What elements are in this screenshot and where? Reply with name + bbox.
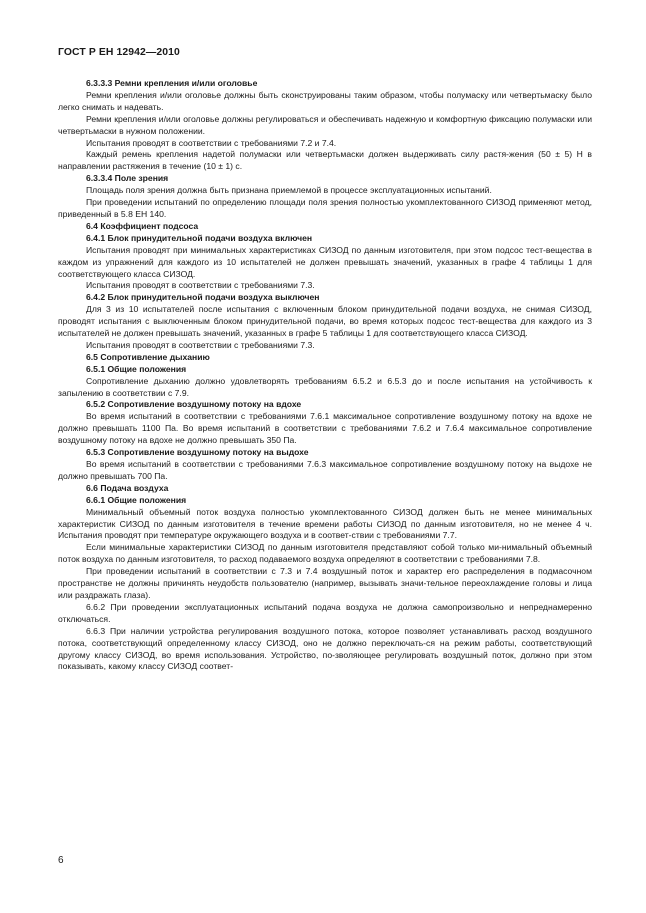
body-paragraph: Во время испытаний в соответствии с требованиями 7.6.3 максимальное сопротивление воздушному потоку на выдохе не должно превышать 700 Па.	[58, 459, 592, 481]
section-heading: 6.3.3.4 Поле зрения	[86, 173, 169, 184]
body-paragraph: Испытания проводят в соответствии с требованиями 7.3.	[86, 280, 315, 291]
body-paragraph: Испытания проводят в соответствии с требованиями 7.3.	[86, 339, 315, 350]
section-heading: 6.5.3 Сопротивление воздушному потоку на выдохе	[86, 447, 309, 458]
section-heading: 6.6.1 Общие положения	[86, 494, 187, 505]
body-paragraph: Во время испытаний в соответствии с требованиями 7.6.1 максимальное сопротивление воздушному потоку на вдохе не должно превышать 1100 Па. Во время испытаний в соответствии с требованиями 7.6.2 и 7.6.4 максимальное сопротивление воздушному потоку на вдохе не должно превышать 350 Па.	[58, 411, 592, 446]
body-paragraph: Минимальный объемный поток воздуха полностью укомплектованного СИЗОД должен быть не менее минимальных характеристик СИЗОД по данным изготовителя в течение времени работы СИЗОД по данным изготовителя, но не менее 4 ч. Испытания проводят при температуре окружающего воздуха и в соответ-ствии с требованиями 7.7.	[58, 506, 592, 541]
section-heading: 6.4.1 Блок принудительной подачи воздуха включен	[86, 232, 313, 243]
body-paragraph: Испытания проводят в соответствии с требованиями 7.2 и 7.4.	[86, 137, 337, 148]
body-paragraph: 6.6.3 При наличии устройства регулирования воздушного потока, которое позволяет устанавливать расход воздушного потока, соответствующий определенному классу СИЗОД, оно не должно переключать-ся на режим работы, соответствующий другому классу СИЗОД, во время использования. Устройство, по-зволяющее регулировать воздушный поток, должно при этом показывать, какому классу СИЗОД соответ-	[58, 625, 592, 672]
section-heading: 6.5.2 Сопротивление воздушному потоку на вдохе	[86, 399, 302, 410]
page-number: 6	[58, 855, 64, 866]
body-paragraph: Ремни крепления и/или оголовье должны быть сконструированы таким образом, чтобы полумаску или четвертьмаску было легко снимать и надевать.	[58, 89, 592, 112]
section-heading: 6.4.2 Блок принудительной подачи воздуха выключен	[86, 292, 320, 303]
body-paragraph: Испытания проводят при минимальных характеристиках СИЗОД по данным изготовителя, при этом подсос тест-вещества в каждом из упражнений для каждого из 10 испытателей не должен превышать значений, указанных в графе 4 таблицы 1 для соответствующего класса СИЗОД.	[58, 244, 592, 279]
body-paragraph: Ремни крепления и/или оголовье должны регулироваться и обеспечивать надежную и комфортную фиксацию полумаски или четвертьмаски в нужном положении.	[58, 113, 592, 136]
section-heading: 6.3.3.3 Ремни крепления и/или оголовье	[86, 78, 258, 88]
body-paragraph: При проведении испытаний по определению площади поля зрения полностью укомплектованного СИЗОД применяют метод, приведенный в 5.8 ЕН 140.	[58, 197, 592, 219]
body-paragraph: Сопротивление дыханию должно удовлетворять требованиям 6.5.2 и 6.5.3 до и после испытания на устойчивость к запылению в соответствии с 7.9.	[58, 375, 592, 398]
body-paragraph: Каждый ремень крепления надетой полумаски или четвертьмаски должен выдерживать силу растя-жения (50 ± 5) Н в направлении растяжения в течение (10 ± 1) с.	[58, 149, 592, 172]
body-paragraph: Площадь поля зрения должна быть признана приемлемой в процессе эксплуатационных испытаний.	[86, 185, 492, 196]
section-heading: 6.6 Подача воздуха	[86, 482, 169, 493]
section-heading: 6.5 Сопротивление дыханию	[86, 351, 210, 362]
section-heading: 6.5.1 Общие положения	[86, 363, 187, 374]
body-paragraph: При проведении испытаний в соответствии с 7.3 и 7.4 воздушный поток и характер его распределения в подмасочном пространстве не должны причинять неудобств пользователю (например, вызывать значи-тельное переохлаждение головы и лица или раздражать глаза).	[58, 566, 592, 600]
body-paragraph: Для 3 из 10 испытателей после испытания с включенным блоком принудительной подачи воздуха, не снимая СИЗОД, проводят испытания с выключенным блоком принудительной подачи, во время которых подсос тест-вещества для каждого из 3 испытателей не должен превышать значений, указанных в графе 5 таблицы 1 для соответствующего класса СИЗОД.	[58, 304, 592, 339]
section-heading: 6.4 Коэффициент подсоса	[86, 220, 199, 231]
document-body	[58, 78, 592, 673]
body-paragraph: Если минимальные характеристики СИЗОД по данным изготовителя представляют собой только ми-нимальный объемный поток воздуха по данным изготовителя, то расход подаваемого воздуха определяют в соответствии с требованиями 7.8.	[58, 542, 592, 565]
document-header: ГОСТ Р ЕН 12942—2010	[58, 47, 180, 58]
body-paragraph: 6.6.2 При проведении эксплуатационных испытаний подача воздуха не должна самопроизвольно и непреднамеренно отключаться.	[58, 601, 592, 624]
